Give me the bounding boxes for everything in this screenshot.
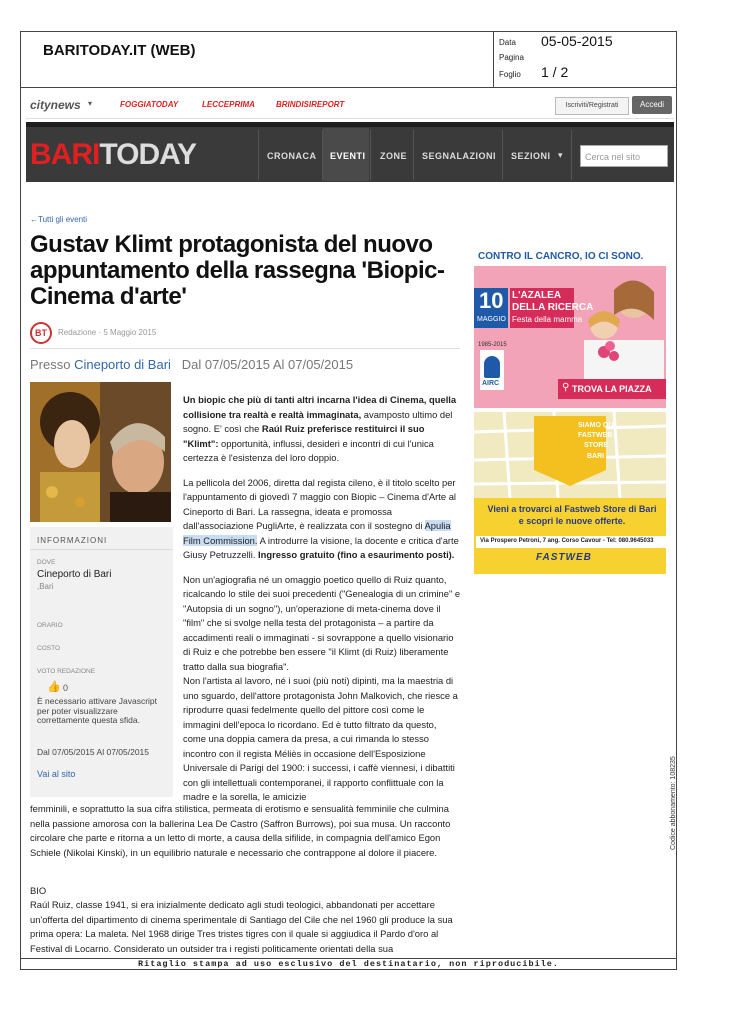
pagina-label: Pagina (499, 53, 524, 62)
info-heading: INFORMAZIONI (37, 536, 108, 545)
location-pin-icon: ⚲ (562, 382, 570, 393)
info-voto-label: VOTO REDAZIONE (37, 668, 96, 675)
source-title: BARITODAY.IT (WEB) (43, 42, 196, 59)
info-panel (30, 527, 173, 797)
article-photo (30, 382, 171, 522)
nav-separator (502, 130, 503, 180)
nav-segnalazioni[interactable]: SEGNALAZIONI (422, 151, 497, 161)
info-orario-label: ORARIO (37, 622, 63, 629)
nav-zone[interactable]: ZONE (380, 151, 408, 161)
divider (30, 549, 173, 550)
clipping-footer-note: Ritaglio stampa ad uso esclusivo del destinatario, non riproducibile. (20, 958, 677, 971)
paragraph-1 (183, 393, 461, 466)
airc-ad[interactable] (474, 248, 666, 408)
visit-site-link[interactable]: Vai al sito (37, 769, 76, 779)
info-dove-city: ,Bari (37, 582, 54, 591)
byline: Redazione · 5 Maggio 2015 (58, 328, 157, 337)
article-title: Gustav Klimt protagonista del nuovo appuntamento della rassegna 'Biopic- Cinema d'arte' (30, 231, 445, 310)
ad2-address: Via Prospero Petroni, 7 ang. Corso Cavour - Tel: 080.9645033 (480, 538, 654, 544)
nav-sezioni[interactable]: SEZIONI (511, 151, 551, 161)
ad2-pin-line1: SIAMO QUI (578, 422, 616, 429)
ad1-org: AIRC (482, 380, 500, 387)
back-to-events-link[interactable]: ←Tutti gli eventi (30, 215, 88, 224)
article-body (183, 393, 461, 815)
paragraph-2 (183, 476, 461, 563)
fastweb-ad[interactable] (474, 412, 666, 574)
ad1-photo (574, 270, 666, 380)
paragraph-4-continued: femminili, e soprattutto la sua cifra stilistica, permeata di erotismo e sensualità femminile che culmina nella passione amorosa con la ballerina Lea De Castro (Saffron Burrows), poi sua musa. Un racconto circolare che parte e ritorna a un letto di morte, a causa della sifilide, in compagnia dell'amico Egon Schiele (Nikolai Kinski), in un equilibrio naturale e necessario che contrappone al dolore il piacere. (30, 803, 451, 858)
ad1-subtitle: Festa della mamma (512, 315, 583, 324)
ad2-map (474, 412, 666, 498)
register-link[interactable]: Iscriviti/Registrati (555, 97, 629, 115)
event-dates: Dal 07/05/2015 Al 07/05/2015 (181, 357, 354, 372)
ad1-headline: CONTRO IL CANCRO, IO CI SONO. (478, 251, 644, 262)
info-dove-value: Cineporto di Bari (37, 569, 112, 580)
logo-bari: BARI (30, 138, 100, 171)
p1-end: opportunità, influssi, desideri e incontri di cui l'unica certezza è l'esistenza del loro doppio. (183, 437, 434, 463)
link-brindisireport[interactable]: BRINDISIREPORT (276, 100, 345, 109)
logo-today: TODAY (99, 138, 197, 171)
venue-prefix: Presso (30, 357, 71, 372)
ad1-years: 1985-2015 (478, 342, 507, 348)
info-dates: Dal 07/05/2015 Al 07/05/2015 (37, 747, 150, 757)
foglio-label: Foglio (499, 70, 521, 79)
nav-separator (258, 130, 259, 180)
ad2-text2: e scopri le nuove offerte. (518, 516, 626, 526)
nav-cronaca[interactable]: CRONACA (267, 151, 317, 161)
bio-heading: BIO (30, 885, 47, 896)
link-foggiatoday[interactable]: FOGGIATODAY (120, 100, 179, 109)
login-button[interactable]: Accedi (632, 96, 672, 114)
apulia-film-commission-link[interactable]: Apulia Film Commission. (183, 520, 451, 546)
nav-separator (413, 130, 414, 180)
nav-separator (370, 130, 371, 180)
paragraph-4: Non l'artista al lavoro, né i suoi (più noti) dipinti, ma la maestria di uno sguardo, dell'attore protagonista John Malkovich, che riesce a riprodurre quasi fedelmente quello del pittore così come le immagini dell'epoca lo ricordano. Ed è tutto filtrato da questo, come una doppia camera da presa, a cui rimanda lo stesso incontro con il regista Méliès in occasione dell'Esposizione Universale di Parigi del 1900: i successi, i caffè viennesi, i dibattiti con gli intellettuali contemporanei, il rapporto conflittuale con la madre e la sorella, le amicizie (183, 675, 458, 802)
nav-separator (571, 130, 572, 180)
foglio-value: 1 / 2 (541, 64, 569, 80)
info-costo-label: COSTO (37, 645, 60, 652)
ad1-day: 10 (479, 288, 504, 313)
header-divider (493, 32, 494, 87)
clipping-header (20, 31, 677, 88)
js-note: È necessario attivare Javascript per poter visualizzare correttamente questa sfida. (37, 696, 157, 725)
avatar: BT (30, 322, 52, 344)
p2-b: A introdurre la visione, la docente e critica d'arte Giusy Petruzzelli. (183, 534, 459, 560)
ad2-pin-line2: FASTWEB (578, 432, 613, 439)
search-input[interactable]: Cerca nel sito (580, 145, 668, 167)
airc-logo-icon (484, 356, 500, 378)
divider (30, 348, 460, 349)
chevron-down-icon[interactable]: ▾ (88, 99, 93, 108)
data-value: 05-05-2015 (541, 33, 613, 49)
ad1-month: MAGGIO (477, 316, 506, 323)
paragraph-3: Non un'agiografia né un omaggio poetico quello di Ruiz quanto, ricalcando lo stile dei suoi precedenti ("Genealogia di un crimine" e "Autopsia di un sogno"), un'operazione di meta-cinema dove il "film" che si svolge nella testa del protagonista – a partire da accadimenti reali o immaginati - si sovrappone a quello visionario di Ruiz e che potrebbe ben essere "il Klimt (di Ruiz) liberamente tratto dalla sua biografia". (183, 573, 461, 672)
venue-link[interactable]: Cineporto di Bari (74, 357, 171, 372)
link-lecceprima[interactable]: LECCEPRIMA (202, 100, 255, 109)
subscription-code: Codice abbonamento: 108235 (670, 756, 677, 850)
ad2-pin-line4: BARI (587, 453, 605, 460)
ad2-text1: Vieni a trovarci al Fastweb Store di Bari (487, 504, 657, 514)
p2-bold: Ingresso gratuito (fino a esaurimento posti). (258, 549, 455, 560)
site-logo[interactable] (30, 138, 196, 172)
ad1-title1: L'AZALEA (512, 290, 562, 301)
vote-count: 0 (63, 683, 69, 693)
nav-eventi[interactable]: EVENTI (330, 151, 366, 161)
p1-bold2: Raúl Ruiz preferisce restituirci il suo "Klimt": (183, 423, 425, 449)
venue-line (30, 357, 353, 372)
ad2-pin-line3: STORE (584, 442, 608, 449)
data-label: Data (499, 38, 516, 47)
p1-bold: Un biopic che più di tanti altri incarna l'idea di Cinema, quella collisione tra realtà e realtà immaginata, (183, 394, 457, 420)
p1-rest: avamposto ultimo del sogno. E' così che (183, 408, 453, 434)
citynews-logo[interactable]: citynews (30, 98, 81, 112)
ad1-title2: DELLA RICERCA (512, 302, 594, 313)
chevron-down-icon[interactable]: ▾ (558, 150, 563, 160)
bio-text: Raúl Ruiz, classe 1941, si era inizialmente dedicato agli studi teologici, abbandonati per accettare un'offerta del dipartimento di cinema sperimentale di Santiago del Cile che nel 1960 gli produce la sua prima opera: La maleta. Nel 1968 dirige Tres tristes tigres con il quale si aggiudica il Pardo d'oro al Festival di Locarno. Considerato un outsider tra i registi politicamente orientati della sua (30, 899, 453, 954)
ad1-cta[interactable]: TROVA LA PIAZZA (572, 384, 652, 394)
p2-a: La pellicola del 2006, diretta dal regista cileno, è il titolo scelto per l'appuntamento di giovedì 7 maggio con Biopic – Cinema d'Arte al Cineporto di Bari. La rassegna, ideata e promossa dall'associazione PugliArte, è realizzata con il sostegno di (183, 476, 457, 531)
fastweb-logo: FASTWEB (536, 552, 592, 563)
info-dove-label: DOVE (37, 559, 56, 566)
thumbs-up-icon[interactable]: 👍 (47, 681, 61, 693)
